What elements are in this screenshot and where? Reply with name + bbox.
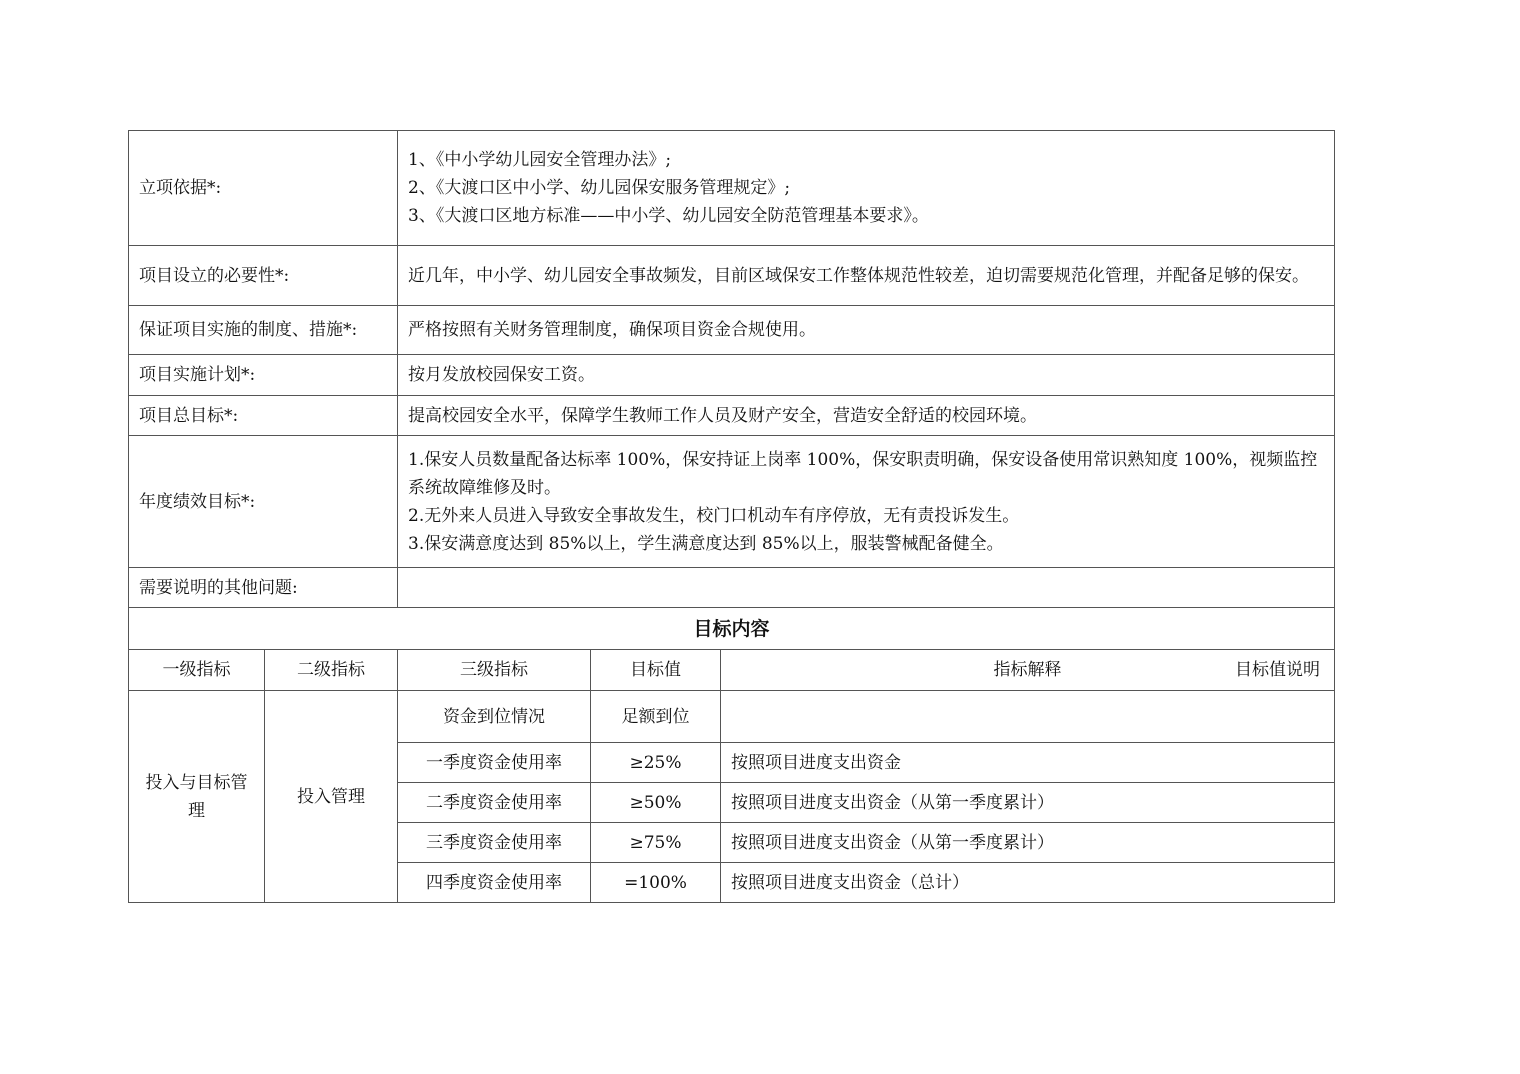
plan-label: 项目实施计划*:: [129, 355, 398, 396]
target-section-row: [129, 608, 1335, 650]
annual-goal-line-1: 1.保安人员数量配备达标率 100%，保安持证上岗率 100%，保安职责明确，保安设备使用常识熟知度 100%，视频监控系统故障维修及时。: [408, 449, 1318, 498]
value-cell: =100%: [591, 863, 721, 903]
plan-content: 按月发放校园保安工资。: [398, 355, 1335, 396]
other-issues-content: [398, 568, 1335, 608]
project-form: [128, 130, 1334, 903]
header-level2: 二级指标: [265, 650, 398, 691]
indicator-cell: 三季度资金使用率: [398, 823, 591, 863]
explanation-cell: [721, 691, 1335, 743]
measures-label: 保证项目实施的制度、措施*:: [129, 306, 398, 355]
indicator-cell: 四季度资金使用率: [398, 863, 591, 903]
header-target-value: 目标值: [591, 650, 721, 691]
basis-label: 立项依据*:: [129, 131, 398, 246]
value-cell: ≥75%: [591, 823, 721, 863]
overall-goal-content: 提高校园安全水平，保障学生教师工作人员及财产安全，营造安全舒适的校园环境。: [398, 396, 1335, 436]
necessity-label: 项目设立的必要性*:: [129, 246, 398, 306]
header-explanation-cell: [721, 650, 1335, 691]
explanation-cell: 按照项目进度支出资金（从第一季度累计）: [721, 823, 1335, 863]
measures-content: 严格按照有关财务管理制度，确保项目资金合规使用。: [398, 306, 1335, 355]
level2-cell: 投入管理: [265, 691, 398, 903]
header-explanation: 指标解释: [993, 660, 1062, 680]
annual-goal-line-2: 2.无外来人员进入导致安全事故发生，校门口机动车有序停放，无有责投诉发生。: [408, 505, 1020, 526]
necessity-content: 近几年，中小学、幼儿园安全事故频发，目前区域保安工作整体规范性较差，迫切需要规范化管理，并配备足够的保安。: [398, 246, 1335, 306]
explanation-cell: 按照项目进度支出资金: [721, 743, 1335, 783]
other-issues-label: 需要说明的其他问题:: [129, 568, 398, 608]
value-cell: ≥25%: [591, 743, 721, 783]
annual-goal-row: [129, 436, 1335, 568]
annual-goal-content: [398, 436, 1335, 568]
value-cell: ≥50%: [591, 783, 721, 823]
basis-row: [129, 131, 1335, 246]
header-level1: 一级指标: [129, 650, 265, 691]
measures-row: [129, 306, 1335, 355]
necessity-row: [129, 246, 1335, 306]
table-row: [129, 691, 1335, 743]
basis-content: [398, 131, 1335, 246]
level1-cell: 投入与目标管理: [129, 691, 265, 903]
overall-goal-row: [129, 396, 1335, 436]
indicator-cell: 一季度资金使用率: [398, 743, 591, 783]
target-header-row: [129, 650, 1335, 691]
plan-row: [129, 355, 1335, 396]
project-table: [128, 130, 1335, 903]
basis-line-1: 1、《中小学幼儿园安全管理办法》;: [408, 150, 672, 170]
annual-goal-label: 年度绩效目标*:: [129, 436, 398, 568]
indicator-cell: 资金到位情况: [398, 691, 591, 743]
target-section-title: 目标内容: [129, 608, 1335, 650]
value-cell: 足额到位: [591, 691, 721, 743]
basis-line-2: 2、《大渡口区中小学、幼儿园保安服务管理规定》;: [408, 178, 791, 198]
explanation-cell: 按照项目进度支出资金（从第一季度累计）: [721, 783, 1335, 823]
overall-goal-label: 项目总目标*:: [129, 396, 398, 436]
explanation-cell: 按照项目进度支出资金（总计）: [721, 863, 1335, 903]
header-level3: 三级指标: [398, 650, 591, 691]
annual-goal-line-3: 3.保安满意度达到 85%以上，学生满意度达到 85%以上，服装警械配备健全。: [408, 533, 1004, 554]
header-value-note: 目标值说明: [1235, 660, 1321, 680]
indicator-cell: 二季度资金使用率: [398, 783, 591, 823]
other-issues-row: [129, 568, 1335, 608]
basis-line-3: 3、《大渡口区地方标准——中小学、幼儿园安全防范管理基本要求》。: [408, 206, 929, 226]
